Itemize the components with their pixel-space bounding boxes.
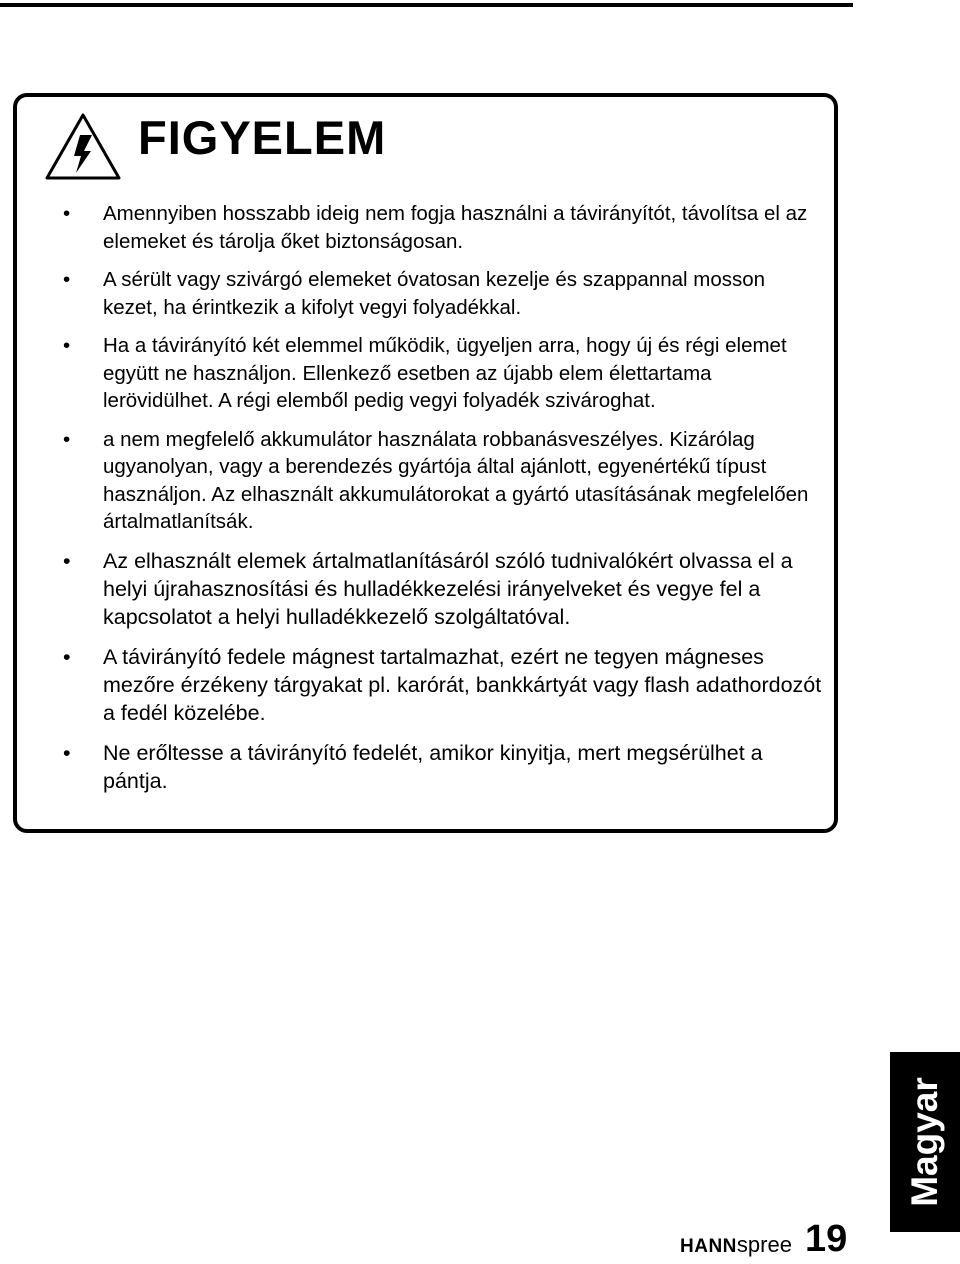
brand-logo-light: spree [736, 1232, 792, 1257]
list-item-text: Ne erőltesse a távirányító fedelét, amikor kinyitja, mert megsérülhet a pántja. [103, 740, 763, 793]
list-item [58, 426, 824, 536]
bullet-marker: • [63, 644, 71, 669]
page-title: FIGYELEM [138, 111, 387, 164]
list-item-text: Az elhasznált elemek ártalmatlanításáról szóló tudnivalókért olvassa el a helyi újrahasznosítási és hulladékkezelési irányelveket és vegye fel a kapcsolatot a helyi hulladékkezelő szolgáltatóval. [103, 548, 793, 629]
brand-logo-bold: HANN [680, 1236, 737, 1257]
list-item [58, 266, 824, 321]
page-number: 19 [805, 1218, 848, 1260]
bullet-marker: • [63, 548, 71, 573]
bullet-marker: • [63, 268, 71, 291]
bullet-marker: • [63, 740, 71, 765]
list-item-text: Ha a távirányító két elemmel működik, ügyeljen arra, hogy új és régi elemet együtt ne használjon. Ellenkező esetben az újabb elem élettartama lerövidülhet. A régi elemből pedig vegyi folyadék szivároghat. [103, 334, 787, 412]
list-item-text: A sérült vagy szivárgó elemeket óvatosan kezelje és szappannal mosson kezet, ha érintkezik a kifolyt vegyi folyadékkal. [103, 268, 766, 319]
bullet-marker: • [63, 202, 71, 225]
bullet-marker: • [63, 334, 71, 357]
list-item [58, 200, 824, 255]
list-item [58, 739, 824, 795]
language-tab [890, 1052, 960, 1232]
list-item [58, 332, 824, 415]
list-item-text: A távirányító fedele mágnest tartalmazhat, ezért ne tegyen mágneses mezőre érzékeny tárgyakat pl. karórát, bankkártyát vagy flash adathordozót a fedél közelébe. [103, 644, 822, 725]
list-item [58, 547, 824, 631]
bullet-marker: • [63, 427, 71, 451]
warning-list [58, 200, 824, 807]
list-item [58, 643, 824, 727]
top-rule [0, 3, 853, 7]
list-item-text: Amennyiben hosszabb ideig nem fogja használni a távirányítót, távolítsa el az elemeket és tárolja őket biztonságosan. [103, 202, 808, 253]
language-tab-label: Magyar [904, 1077, 945, 1207]
brand-logo [680, 1229, 792, 1261]
list-item-text: a nem megfelelő akkumulátor használata robbanásveszélyes. Kizárólag ugyanolyan, vagy a berendezés gyártója által ajánlott, egyenértékű típust használjon. Az elhasznált akkumulátorokat a gyártó utasításának megfelelően ártalmatlanítsák. [103, 427, 809, 533]
warning-lightning-icon [44, 111, 122, 181]
